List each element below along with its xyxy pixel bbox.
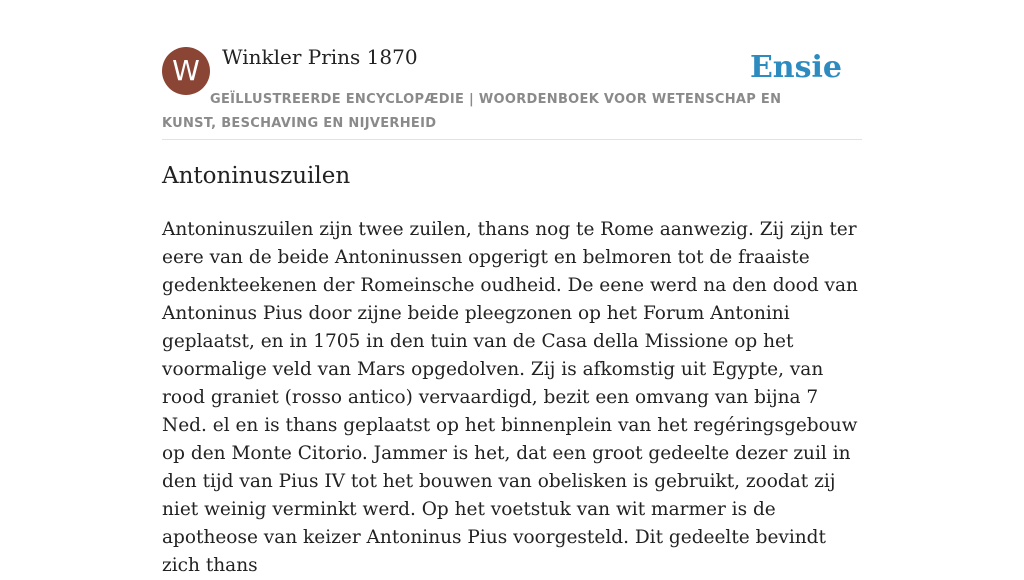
article-body: Antoninuszuilen zijn twee zuilen, thans nog te Rome aanwezig. Zij zijn ter eere van de beide Antoninussen opgerigt en belmoren tot de fraaiste gedenkteekenen der Romeinsche oudheid. De eene werd na den dood van Antoninus Pius door zijne beide pleegzonen op het Forum Antonini geplaatst, en in 1705 in den tuin van de Casa della Missione op het voormalige veld van Mars opgedolven. Zij is afkomstig uit Egypte, van rood graniet (rosso antico) vervaardigd, bezit een omvang van bijna 7 Ned. el en is thans geplaatst op het binnenplein van het regéringsgebouw op den Monte Citorio. Jammer is het, dat een groot gedeelte dezer zuil in den tijd van Pius IV tot het bouwen van obelisken is gebruikt, zoodat zij niet weinig verminkt werd. Op het voetstuk van wit marmer is de apotheose van keizer Antoninus Pius voorgesteld. Dit gedeelte bevindt zich thans: [162, 219, 858, 576]
brand-logo[interactable]: Ensie: [749, 50, 842, 85]
source-title[interactable]: Winkler Prins 1870: [222, 45, 418, 69]
article-title: Antoninuszuilen: [162, 163, 351, 189]
avatar[interactable]: W: [162, 47, 210, 95]
header-divider: [162, 139, 862, 140]
source-subtitle: GEÏLLUSTREERDE ENCYCLOPÆDIE | WOORDENBOEK VOOR WETENSCHAP EN KUNST, BESCHAVING EN NIJVERHEID: [162, 92, 782, 131]
